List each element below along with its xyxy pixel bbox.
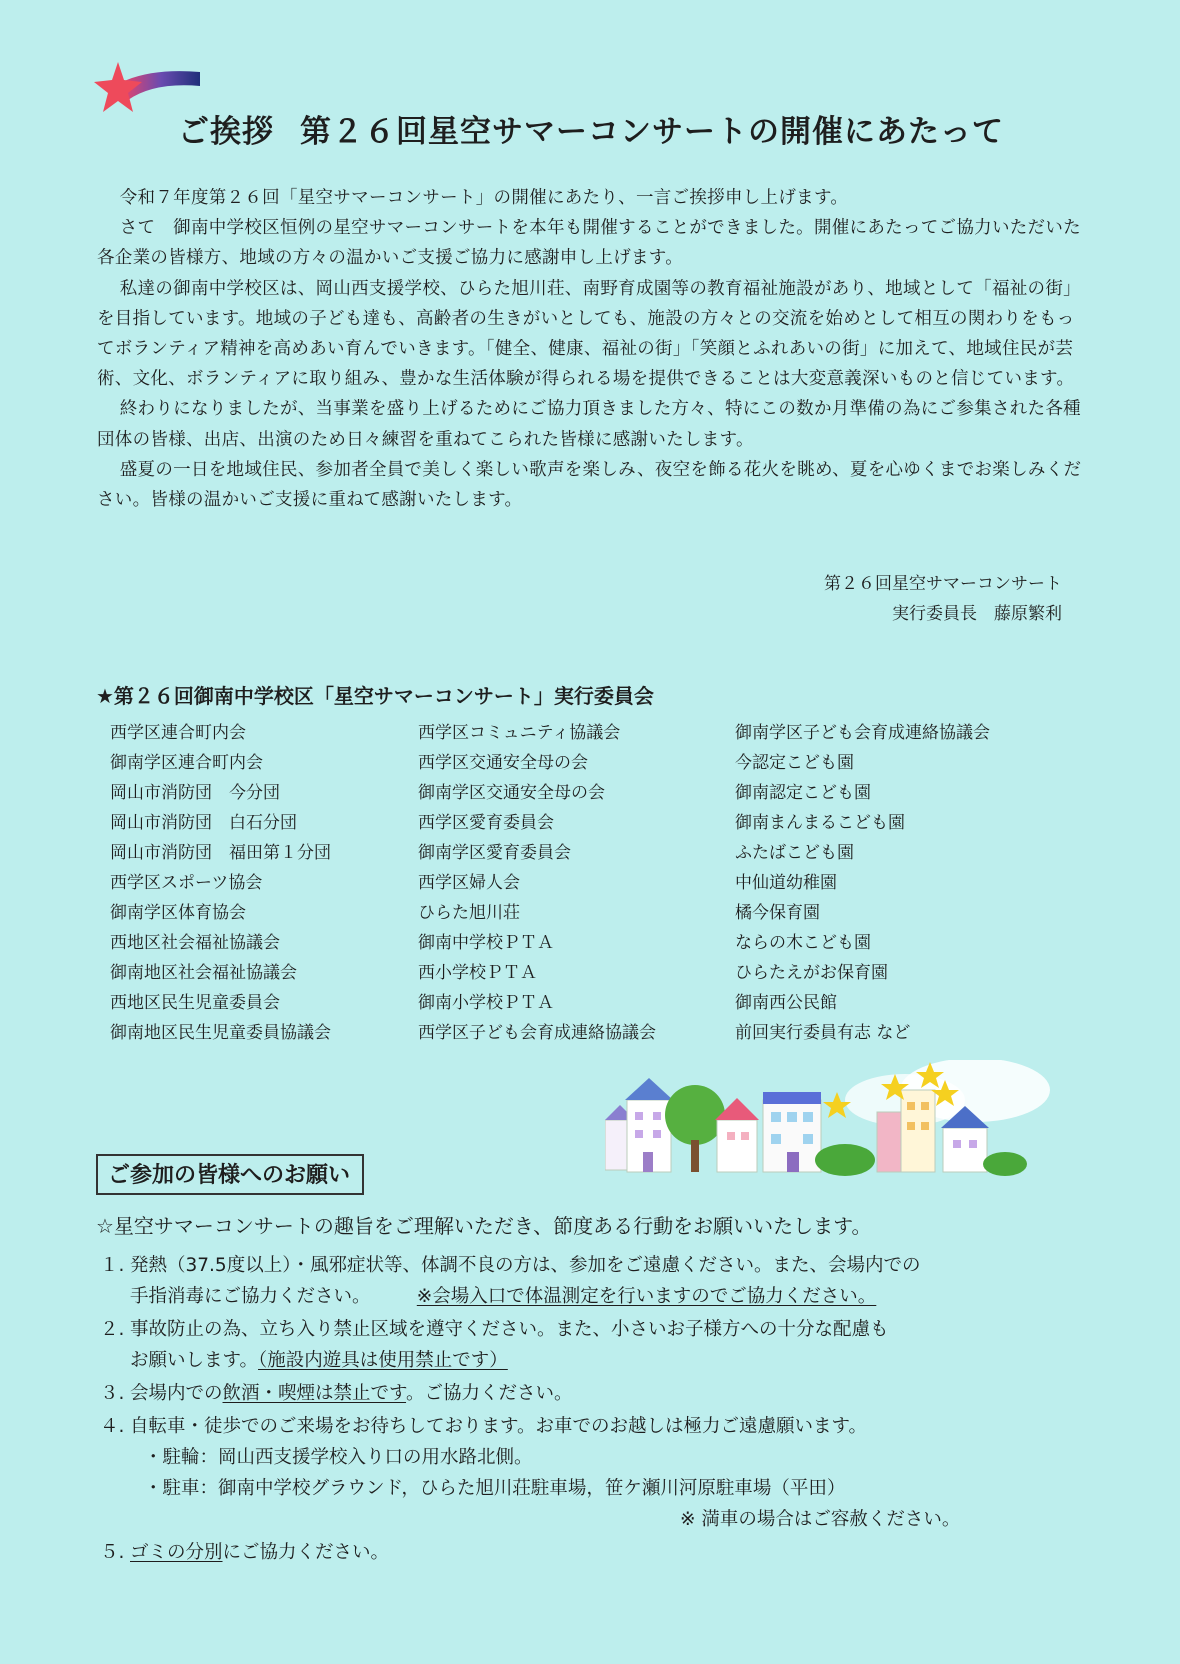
committee-member: 御南認定こども園 xyxy=(735,783,871,803)
rule-car-parking: ・駐車：御南中学校グラウンド，ひらた旭川荘駐車場，笹ケ瀬川河原駐車場（平田） xyxy=(144,1478,846,1499)
committee-member: 西学区愛育委員会 xyxy=(418,813,554,833)
committee-member: ならの木こども園 xyxy=(735,933,871,953)
rule-3 xyxy=(100,1378,1080,1409)
committee-member: 御南まんまるこども園 xyxy=(735,813,905,833)
committee-member: 岡山市消防団 今分団 xyxy=(110,783,280,803)
committee-member: 御南地区民生児童委員協議会 xyxy=(110,1023,331,1043)
rule-1 xyxy=(100,1250,1080,1312)
committee-member: 御南学区交通安全母の会 xyxy=(418,783,605,803)
rule-text: お願いします。 xyxy=(130,1350,259,1371)
rule-2 xyxy=(100,1314,1080,1376)
rule-emphasis: ※会場入口で体温測定を行いますのでご協力ください。 xyxy=(416,1286,877,1307)
town-illustration xyxy=(605,1060,1055,1195)
title-prefix: ご挨拶 xyxy=(178,114,274,150)
rule-text: 発熱（37.5度以上）・風邪症状等、体調不良の方は、参加をご遠慮ください。また、会場内での xyxy=(130,1255,921,1276)
signature xyxy=(824,569,1062,629)
committee-member: 中仙道幼稚園 xyxy=(735,873,837,893)
committee-member: ふたばこども園 xyxy=(735,843,854,863)
committee-member: 西学区連合町内会 xyxy=(110,723,246,743)
rule-bicycle-parking: ・駐輪：岡山西支援学校入り口の用水路北側。 xyxy=(144,1447,533,1468)
page-title xyxy=(178,106,1004,151)
request-heading: ご参加の皆様へのお願い xyxy=(96,1154,364,1195)
greeting-paragraph-1: 令和７年度第２６回「星空サマーコンサート」の開催にあたり、一言ご挨拶申し上げます。 xyxy=(119,188,849,208)
committee-member: 御南学区子ども会育成連絡協議会 xyxy=(735,723,990,743)
request-rules xyxy=(100,1250,1080,1570)
committee-member: 御南学区体育協会 xyxy=(110,903,246,923)
committee-member: 橘今保育園 xyxy=(735,903,820,923)
rule-text: 。ご協力ください。 xyxy=(406,1383,573,1404)
committee-member: 御南学区愛育委員会 xyxy=(418,843,571,863)
committee-member: 今認定こども園 xyxy=(735,753,854,773)
committee-member: 西小学校ＰＴＡ xyxy=(418,963,537,983)
rule-emphasis: （施設内遊具は使用禁止です） xyxy=(258,1350,508,1371)
greeting-paragraph-5: 盛夏の一日を地域住民、参加者全員で美しく楽しい歌声を楽しみ、夜空を飾る花火を眺め、夏を心ゆくまでお楽しみください。皆様の温かいご支援に重ねて感謝いたします。 xyxy=(97,459,1082,511)
rule-text: 事故防止の為、立ち入り禁止区域を遵守ください。また、小さいお子様方への十分な配慮も xyxy=(130,1319,889,1340)
signature-event: 第２６回星空サマーコンサート xyxy=(824,574,1062,594)
rule-text: にご協力ください。 xyxy=(222,1542,390,1563)
committee-member: ひらた旭川荘 xyxy=(418,903,520,923)
rule-number: ３. xyxy=(100,1383,125,1404)
committee-member: 御南西公民館 xyxy=(735,993,837,1013)
committee-member: 西学区コミュニティ協議会 xyxy=(418,723,621,743)
committee-member: ひらたえがお保育園 xyxy=(735,963,888,983)
committee-member: 岡山市消防団 福田第１分団 xyxy=(110,843,331,863)
greeting-text xyxy=(97,183,1082,515)
committee-member: 西地区民生児童委員会 xyxy=(110,993,280,1013)
signature-chair: 実行委員長 藤原繁利 xyxy=(892,604,1062,624)
committee-member: 御南学区連合町内会 xyxy=(110,753,263,773)
rule-text: 自転車・徒歩でのご来場をお待ちしております。お車でのお越しは極力ご遠慮願います。 xyxy=(130,1416,868,1437)
committee-title: ★第２６回御南中学校区「星空サマーコンサート」実行委員会 xyxy=(96,684,654,708)
committee-member: 西学区交通安全母の会 xyxy=(418,753,588,773)
rule-text: 会場内での xyxy=(130,1383,223,1404)
committee-member: 前回実行委員有志 など xyxy=(735,1023,911,1043)
greeting-paragraph-3: 私達の御南中学校区は、岡山西支援学校、ひらた旭川荘、南野育成園等の教育福祉施設があり、地域として「福祉の街」を目指しています。地域の子ども達も、高齢者の生きがいとしても、施設の方々との交流を始めとして相互の関わりをもってボランティア精神を高めあい育んでいきます。「健全、健康、福祉の街」「笑顔とふれあいの街」に加えて、地域住民が芸術、文化、ボランティアに取り組み、豊かな生活体験が得られる場を提供できることは大変意義深いものと信じています。 xyxy=(97,278,1081,390)
committee-member: 御南小学校ＰＴＡ xyxy=(418,993,554,1013)
rule-number: ４. xyxy=(100,1416,125,1437)
title-main: 第２６回星空サマーコンサートの開催にあたって xyxy=(300,114,1004,150)
rule-5 xyxy=(100,1537,1080,1568)
rule-4 xyxy=(100,1411,1080,1535)
rule-number: １. xyxy=(100,1255,125,1276)
committee-member: 御南地区社会福祉協議会 xyxy=(110,963,297,983)
rule-parking-note: ※ 満車の場合はご容赦ください。 xyxy=(680,1509,961,1530)
rule-number: ５. xyxy=(100,1542,125,1563)
request-intro: ☆星空サマーコンサートの趣旨をご理解いただき、節度ある行動をお願いいたします。 xyxy=(96,1214,872,1238)
greeting-paragraph-2: さて 御南中学校区恒例の星空サマーコンサートを本年も開催することができました。開催にあたってご協力いただいた各企業の皆様方、地域の方々の温かいご支援ご協力に感謝申し上げます。 xyxy=(97,218,1081,269)
rule-text: 手指消毒にご協力ください。 xyxy=(130,1286,362,1307)
committee-member: 御南中学校ＰＴＡ xyxy=(418,933,554,953)
committee-member: 西地区社会福祉協議会 xyxy=(110,933,280,953)
greeting-paragraph-4: 終わりになりましたが、当事業を盛り上げるためにご協力頂きました方々、特にこの数か月準備の為にご参集された各種団体の皆様、出店、出演のため日々練習を重ねてこられた皆様に感謝いたします。 xyxy=(97,399,1081,450)
committee-member: 西学区子ども会育成連絡協議会 xyxy=(418,1023,656,1043)
committee-member: 岡山市消防団 白石分団 xyxy=(110,813,297,833)
committee-list xyxy=(110,718,1070,1048)
rule-emphasis: ゴミの分別 xyxy=(130,1542,223,1563)
committee-member: 西学区スポーツ協会 xyxy=(110,873,263,893)
rule-number: ２. xyxy=(100,1319,125,1340)
rule-emphasis: 飲酒・喫煙は禁止です xyxy=(222,1383,407,1404)
committee-member: 西学区婦人会 xyxy=(418,873,520,893)
